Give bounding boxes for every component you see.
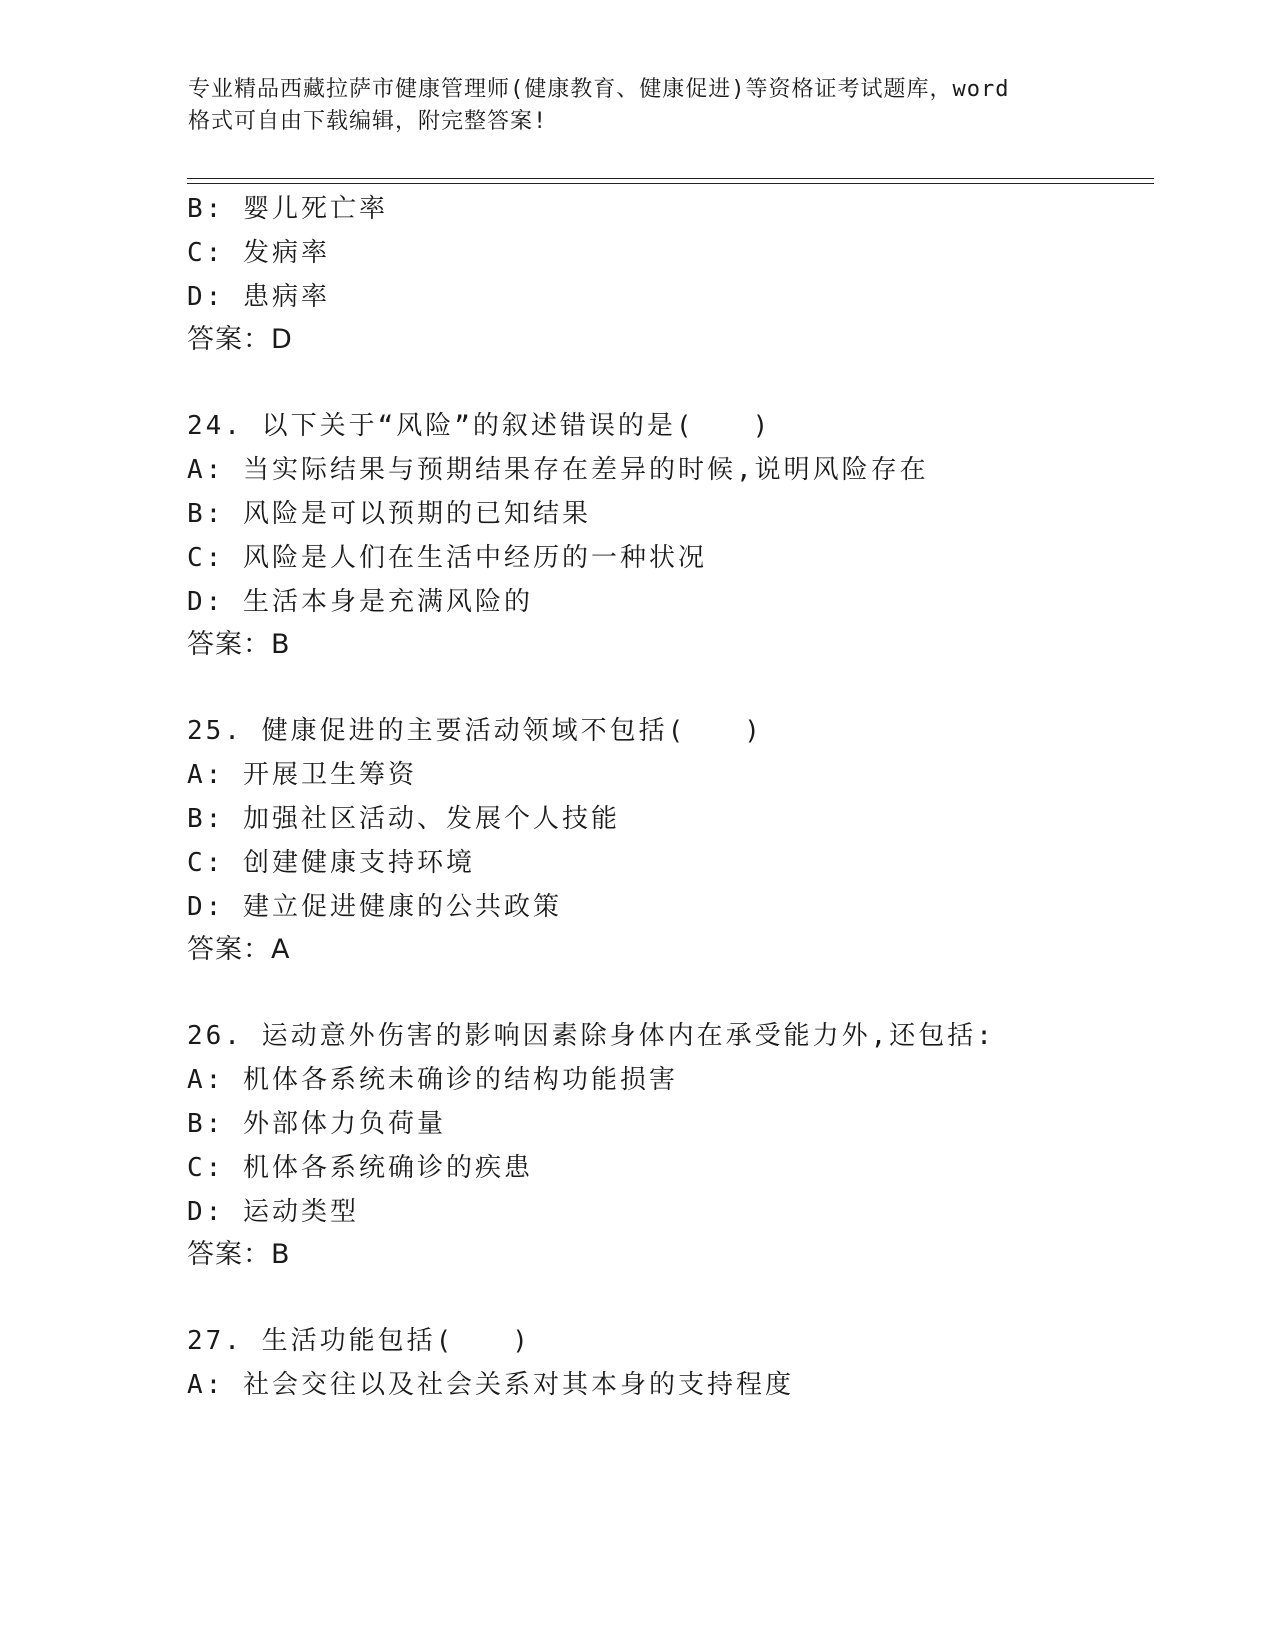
- prev-option-b: B: 婴儿死亡率: [187, 194, 388, 224]
- header-divider-bottom: [187, 183, 1154, 184]
- question-24-answer: 答案：B: [187, 629, 291, 660]
- question-26-answer: 答案：B: [187, 1239, 291, 1270]
- question-24-option-a: A: 当实际结果与预期结果存在差异的时候,说明风险存在: [187, 455, 929, 485]
- document-header: [188, 74, 1088, 138]
- question-24-option-b: B: 风险是可以预期的已知结果: [187, 499, 591, 529]
- question-25-option-a: A: 开展卫生筹资: [187, 760, 417, 790]
- prev-option-d: D: 患病率: [187, 282, 330, 312]
- question-24-option-d: D: 生活本身是充满风险的: [187, 587, 533, 617]
- question-26-stem: 26. 运动意外伤害的影响因素除身体内在承受能力外,还包括:: [187, 1021, 995, 1051]
- question-25-option-d: D: 建立促进健康的公共政策: [187, 892, 562, 922]
- header-title-line-1: 专业精品西藏拉萨市健康管理师(健康教育、健康促进)等资格证考试题库，word: [188, 77, 1010, 102]
- question-27-option-a: A: 社会交往以及社会关系对其本身的支持程度: [187, 1370, 794, 1400]
- header-title-line-2: 格式可自由下载编辑，附完整答案!: [188, 109, 548, 134]
- question-26-option-b: B: 外部体力负荷量: [187, 1109, 446, 1139]
- question-26-option-d: D: 运动类型: [187, 1197, 359, 1227]
- question-25-stem: 25. 健康促进的主要活动领域不包括( ): [187, 716, 763, 746]
- question-24-stem: 24. 以下关于“风险”的叙述错误的是( ): [187, 411, 772, 441]
- prev-option-c: C: 发病率: [187, 238, 330, 268]
- prev-answer: 答案：D: [187, 324, 293, 355]
- question-25-option-b: B: 加强社区活动、发展个人技能: [187, 804, 620, 834]
- question-24-option-c: C: 风险是人们在生活中经历的一种状况: [187, 543, 707, 573]
- question-25-option-c: C: 创建健康支持环境: [187, 848, 475, 878]
- question-25-answer: 答案：A: [187, 934, 291, 965]
- question-27-stem: 27. 生活功能包括( ): [187, 1326, 531, 1356]
- question-26-option-a: A: 机体各系统未确诊的结构功能损害: [187, 1065, 678, 1095]
- question-26-option-c: C: 机体各系统确诊的疾患: [187, 1153, 533, 1183]
- header-divider-top: [187, 178, 1154, 179]
